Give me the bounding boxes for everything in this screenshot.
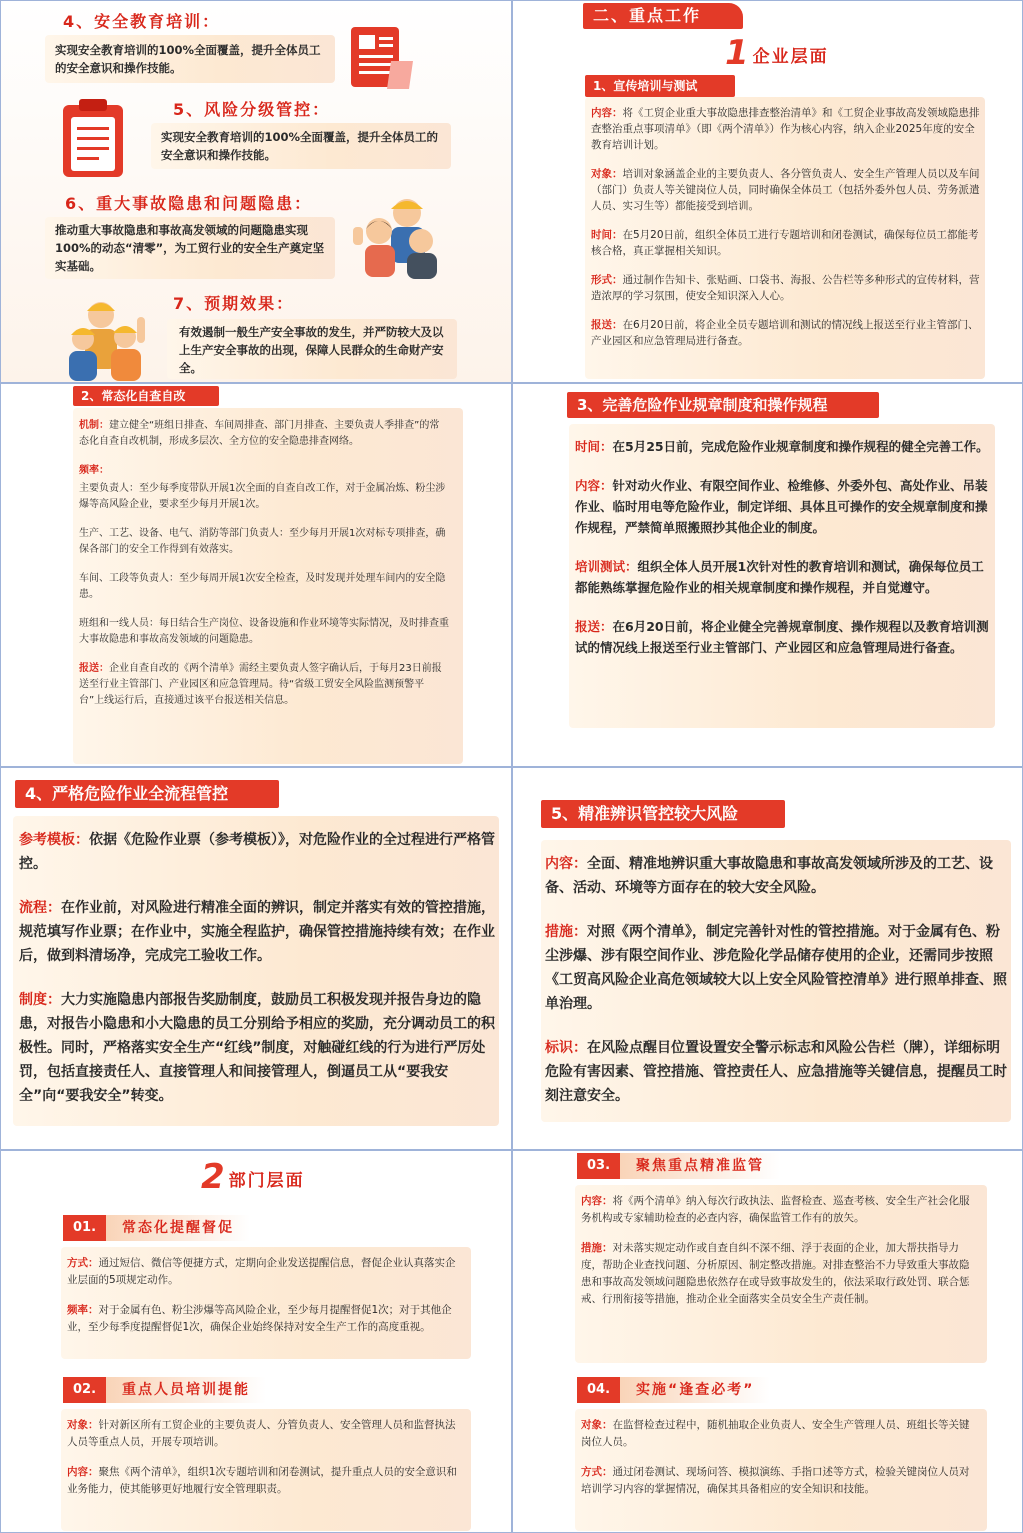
training-item: 时间：在5月20日前，组织全体员工进行专题培训和闭卷测试，确保每位员工都能考核合格，真正掌握相关知识。 (591, 229, 979, 257)
training-items (591, 105, 981, 362)
training-item: 报送：在6月20日前，将企业全员专题培训和测试的情况线上报送至行业主管部门、产业园区和应急管理局进行备查。 (591, 319, 979, 347)
goal-6-title: 6、重大事故隐患和问题隐患： (65, 194, 313, 213)
dept-item-4-line: 对象：在监督检查过程中，随机抽取企业负责人、安全生产管理人员、班组长等关键岗位人员。 (581, 1419, 970, 1448)
dept-item-4-line: 方式：通过闭卷测试、现场问答、模拟演练、手指口述等方式，检验关键岗位人员对培训学习内容的掌握情况，确保其具备相应的安全知识和技能。 (581, 1466, 970, 1495)
dept-level-heading (201, 1157, 305, 1197)
regulations-item: 报送：在6月20日前，将企业健全完善规章制度、操作规程以及教育培训测试的情况线上报送至行业主管部门、产业园区和应急管理局进行备查。 (575, 619, 989, 655)
process-control-item: 参考模板：依据《危险作业票（参考模板）》，对危险作业的全过程进行严格管控。 (19, 832, 495, 872)
dept-level-number: 2 (201, 1157, 225, 1197)
regulations-item: 培训测试：组织全体人员开展1次针对性的教育培训和测试，确保每位员工都能熟练掌握危险作业的相关规章制度和操作规程，并自觉遵守。 (575, 559, 984, 595)
regulations-tag: 3、完善危险作业规章制度和操作规程 (567, 392, 879, 418)
regulations-item: 时间：在5月25日前，完成危险作业规章制度和操作规程的健全完善工作。 (575, 439, 989, 454)
goal-4-box (45, 35, 335, 83)
dept-item-3-line: 内容：将《两个清单》纳入每次行政执法、监督检查、巡查考核、安全生产社会化服务机构或专家辅助检查的必查内容，确保监管工作有的放矢。 (581, 1195, 970, 1224)
clipboard-icon (57, 97, 129, 179)
risk-identify-item: 标识：在风险点醒目位置设置安全警示标志和风险公告栏（牌），详细标明危险有害因素、管控措施、管控责任人、应急措施等关键信息，提醒员工时刻注意安全。 (545, 1040, 1007, 1104)
goal-4-text: 实现安全教育培训的100%全面覆盖，提升全体员工的安全意识和操作技能。 (55, 43, 321, 75)
process-control-item: 流程：在作业前，对风险进行精准全面的辨识，制定并落实有效的管控措施，规范填写作业票；在作业中，实施全程监护，确保管控措施持续有效；在作业后，做到料清场净，完成完工验收工作。 (19, 900, 495, 964)
dept-item-1-box (61, 1247, 471, 1359)
self-check-item: 主要负责人：至少每季度带队开展1次全面的自查自改工作，对于金属冶炼、粉尘涉爆等高风险企业，要求至少每月开展1次。 (79, 483, 446, 510)
process-control-item: 制度：大力实施隐患内部报告奖励制度，鼓励员工积极发现并报告身边的隐患，对报告小隐患和小大隐患的员工分别给予相应的奖励，充分调动员工的积极性。同时，严格落实安全生产“红线”制度，对触碰红线的行为进行严厉处罚，包括直接责任人、直接管理人和间接管理人，倒逼员工从“要我安全”向“要我安全”转变。 (19, 992, 495, 1104)
dept-item-3-number: 03. (577, 1153, 620, 1179)
regulations-items (575, 436, 989, 658)
goal-6-text: 推动重大事故隐患和事故高发领域的问题隐患实现100%的动态“清零”，为工贸行业的安全生产奠定坚实基础。 (55, 223, 325, 273)
panel-goals (0, 0, 512, 383)
dept-item-4-number: 04. (577, 1377, 620, 1403)
process-control-items (19, 828, 495, 1108)
dept-item-3-heading (577, 1153, 780, 1179)
training-item: 对象：培训对象涵盖企业的主要负责人、各分管负责人、安全生产管理人员以及车间（部门）负责人等关键岗位人员，同时确保全体员工（包括外委外包人员、劳务派遣人员、实习生等）都能接受到培训。 (591, 168, 980, 212)
process-control-box (13, 816, 499, 1126)
panel-supervision (512, 1150, 1023, 1533)
dept-item-4-heading (577, 1377, 770, 1403)
self-check-tag: 2、常态化自查自改 (73, 386, 219, 406)
team-illustration (61, 291, 161, 383)
risk-identify-items (545, 852, 1007, 1108)
dept-item-1-number: 01. (63, 1215, 106, 1241)
dept-item-1-line: 方式：通过短信、微信等便捷方式，定期向企业发送提醒信息，督促企业认真落实企业层面的5项规定动作。 (67, 1257, 456, 1286)
dept-item-2-title: 重点人员培训提能 (106, 1377, 266, 1403)
workers-illustration (347, 191, 447, 283)
dept-item-3-title: 聚焦重点精准监管 (620, 1153, 780, 1179)
goal-5-text: 实现安全教育培训的100%全面覆盖，提升全体员工的安全意识和操作技能。 (161, 130, 439, 162)
self-check-item: 报送：企业自查自改的《两个清单》需经主要负责人签字确认后，于每月23日前报送至行业主管部门、产业园区和应急管理局。待“省级工贸安全风险监测预警平台”上线运行后，直接通过该平台报送相关信息。 (79, 663, 442, 706)
self-check-item: 机制：建立健全“班组日排查、车间周排查、部门月排查、主要负责人季排查”的常态化自查自改机制，形成多层次、全方位的安全隐患排查网络。 (79, 420, 440, 447)
dept-item-3-text (581, 1193, 979, 1308)
goal-5-title: 5、风险分级管控： (173, 100, 331, 119)
panel-risk-identify (512, 767, 1023, 1150)
level-number: 1 (725, 33, 749, 73)
dept-item-2-line: 内容：聚焦《两个清单》，组织1次专题培训和闭卷测试，提升重点人员的安全意识和业务能力，使其能够更好地履行安全管理职责。 (67, 1466, 457, 1495)
dept-item-1-heading (63, 1215, 250, 1241)
goal-4-title: 4、安全教育培训： (63, 12, 221, 31)
self-check-items (79, 418, 449, 722)
process-control-tag: 4、严格危险作业全流程管控 (15, 780, 279, 808)
regulations-box (569, 424, 995, 728)
self-check-item: 生产、工艺、设备、电气、消防等部门负责人：至少每月开展1次对标专项排查，确保各部门的安全工作得到有效落实。 (79, 528, 446, 555)
panel-enterprise-training (512, 0, 1023, 383)
dept-item-4-box (575, 1409, 987, 1531)
goal-7-title: 7、预期效果： (173, 294, 295, 313)
dept-item-1-line: 频率：对于金属有色、粉尘涉爆等高风险企业，至少每月提醒督促1次；对于其他企业，至少每季度提醒督促1次，确保企业始终保持对安全生产工作的高度重视。 (67, 1304, 452, 1333)
panel-regulations (512, 383, 1023, 767)
dept-item-2-number: 02. (63, 1377, 106, 1403)
document-icon (347, 23, 417, 93)
section-title: 二、重点工作 (583, 3, 743, 29)
self-check-item: 车间、工段等负责人：至少每周开展1次安全检查，及时发现并处理车间内的安全隐患。 (79, 573, 446, 600)
panel-department-level (0, 1150, 512, 1533)
level-title: 企业层面 (752, 47, 829, 67)
goal-7-box (167, 319, 457, 379)
self-check-item: 频率： (79, 465, 109, 476)
risk-identify-item: 内容：全面、精准地辨识重大事故隐患和事故高发领域所涉及的工艺、设备、活动、环境等方面存在的较大安全风险。 (545, 856, 993, 896)
dept-item-1-text (67, 1255, 463, 1336)
goal-6-box (45, 217, 335, 279)
dept-item-2-line: 对象：针对新区所有工贸企业的主要负责人、分管负责人、安全管理人员和监督执法人员等重点人员，开展专项培训。 (67, 1419, 456, 1448)
dept-level-title: 部门层面 (228, 1171, 305, 1191)
goal-5-box (151, 123, 451, 169)
regulations-item: 内容：针对动火作业、有限空间作业、检维修、外委外包、高处作业、吊装作业、临时用电等危险作业，制定详细、具体且可操作的安全规章制度和操作规程，严禁简单照搬照抄其他企业的制度。 (575, 478, 988, 535)
goal-7-text: 有效遏制一般生产安全事故的发生，并严防较大及以上生产安全事故的出现，保障人民群众的生命财产安全。 (179, 325, 444, 375)
self-check-item: 班组和一线人员：每日结合生产岗位、设备设施和作业环境等实际情况，及时排查重大事故隐患和事故高发领域的问题隐患。 (79, 618, 449, 645)
self-check-box (73, 408, 463, 764)
panel-self-check (0, 383, 512, 767)
risk-identify-box (541, 840, 1011, 1122)
dept-item-4-text (581, 1417, 979, 1498)
dept-item-3-line: 措施：对未落实规定动作或自查自纠不深不细、浮于表面的企业，加大帮扶指导力度，帮助企业查找问题、分析原因、制定整改措施。对排查整治不力导致重大事故隐患和事故高发领域问题隐患依然存在或导致事故发生的，依法采取行政处罚、联合惩戒、行刑衔接等措施，推动企业全面落实全员安全生产责任制。 (581, 1242, 970, 1305)
risk-identify-item: 措施：对照《两个清单》，制定完善针对性的管控措施。对于金属有色、粉尘涉爆、涉有限空间作业、涉危险化学品储存使用的企业，还需同步按照《工贸高风险企业高危领域较大以上安全风险管控清单》进行照单排查、照单治理。 (545, 924, 1007, 1012)
panel-process-control (0, 767, 512, 1150)
dept-item-2-box (61, 1409, 471, 1531)
dept-item-1-title: 常态化提醒督促 (106, 1215, 250, 1241)
training-content-box (585, 97, 985, 379)
training-item: 内容：将《工贸企业重大事故隐患排查整治清单》和《工贸企业事故高发领域隐患排查整治重点事项清单》（即《两个清单》）作为核心内容，纳入企业2025年度的安全教育培训计划。 (591, 107, 980, 151)
risk-identify-tag: 5、精准辨识管控较大风险 (541, 800, 785, 828)
training-item: 形式：通过制作告知卡、张贴画、口袋书、海报、公告栏等多种形式的宣传材料，营造浓厚的学习氛围，使安全知识深入人心。 (591, 274, 980, 302)
dept-item-4-title: 实施“逢查必考” (620, 1377, 770, 1403)
level-heading (725, 33, 829, 73)
subsection-tag: 1、宣传培训与测试 (585, 75, 735, 97)
dept-item-3-box (575, 1185, 987, 1363)
dept-item-2-text (67, 1417, 463, 1498)
dept-item-2-heading (63, 1377, 266, 1403)
